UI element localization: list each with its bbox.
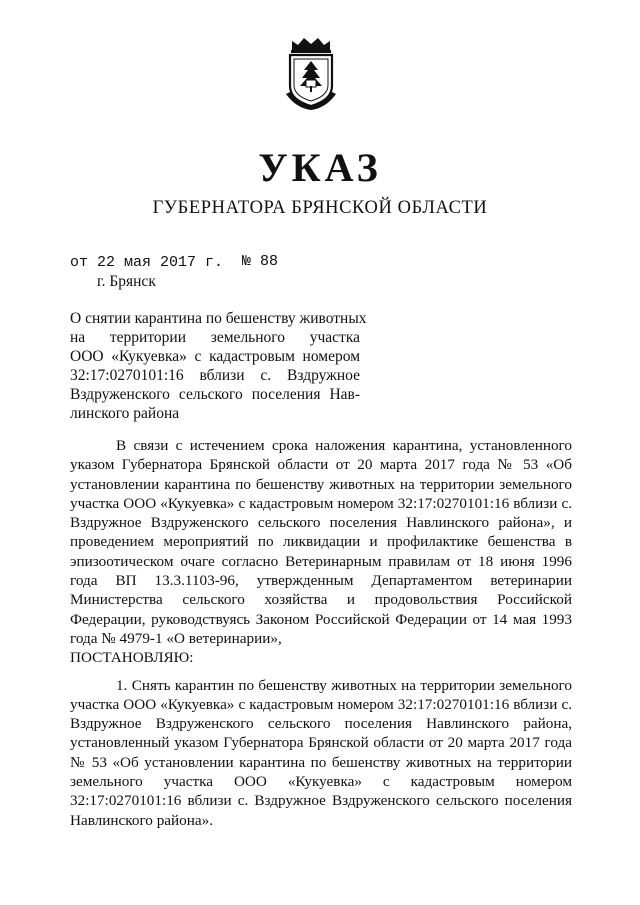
preamble-paragraph: В связи с истечением срока наложения карантина, установленного указом Губернатора Брянской области от 20 марта 2017 года № 53 «Об установлении карантина по бешенству животных на территории земельного участка ООО «Кукуевка» с кадастровым номером 32:17:0270101:16 вблизи с. Вздружное Вздруженского сельского поселения Навлинского района», и проведением мероприятий по ликвидации и профилактике бешенства в эпизоотическом очаге согласно Ветеринарным правилам от 18 июня 1996 года ВП 13.3.1103-96, утвержденным Департаментом ветеринарии Министерства сельского хозяйства и продовольствия Российской Федерации, руководствуясь Законом Российской Федерации от 14 мая 1993 года № 4979-1 «О ветеринарии», [70, 437, 572, 647]
decree-body [70, 436, 572, 830]
resolution-heading: ПОСТАНОВЛЯЮ: [70, 649, 194, 667]
date-number-row [70, 253, 279, 272]
subject-line: О снятии карантина по бешенству животных [70, 310, 367, 327]
subject-line: ООО «Кукуевка» с кадастровым номером [70, 348, 360, 365]
subject-line: линского района [70, 405, 180, 422]
clause-1-paragraph: 1. Снять карантин по бешенству животных на территории земельного участка ООО «Кукуевка» с кадастровым номером 32:17:0270101:16 вблизи с. Вздружное Вздруженского сельского поселения Навлинского района, установленный указом Губернатора Брянской области от 20 марта 2017 года № 53 «Об установлении карантина по бешенству животных на территории земельного участка ООО «Кукуевка» с кадастровым номером 32:17:0270101:16 вблизи с. Вздружное Вздруженского сельского поселения Навлинского района». [70, 676, 572, 829]
coat-of-arms-icon [282, 36, 340, 110]
subject-line: на территории земельного участка [70, 329, 360, 346]
decree-city: г. Брянск [97, 273, 156, 290]
subject-line: 32:17:0270101:16 вблизи с. Вздружное [70, 367, 360, 384]
decree-date: от 22 мая 2017 г. [70, 254, 224, 271]
issuer-title: ГУБЕРНАТОРА БРЯНСКОЙ ОБЛАСТИ [152, 198, 488, 218]
subject-line: Вздруженского сельского поселения Нав- [70, 386, 360, 403]
document-title: УКАЗ [258, 145, 382, 190]
decree-subject [70, 309, 367, 423]
decree-number: № 88 [242, 253, 279, 270]
